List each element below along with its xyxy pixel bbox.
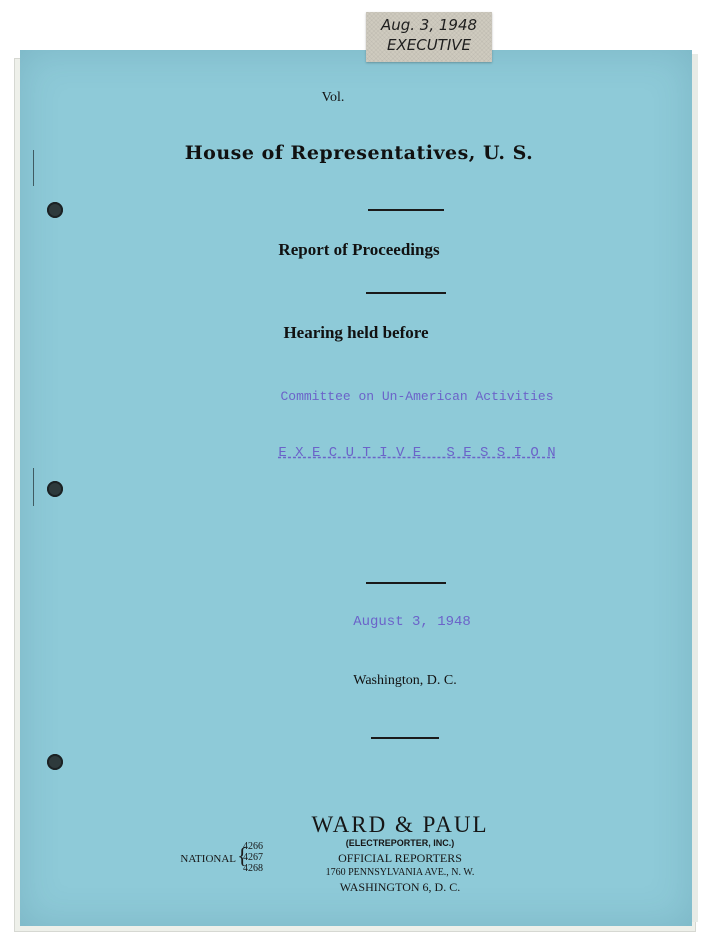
firm-address: 1760 PENNSYLVANIA AVE., N. W. — [325, 867, 475, 878]
report-cover — [20, 50, 692, 926]
phone-brace: { — [237, 843, 248, 868]
hearing-label: Hearing held before — [283, 323, 429, 342]
tab-session: EXECUTIVE — [386, 36, 471, 54]
hearing-place: Washington, D. C. — [353, 673, 457, 688]
firm-name: WARD & PAUL — [311, 812, 489, 837]
phone-number: 4267 — [243, 852, 263, 863]
session-type: E X E C U T I V E S E S S I O N — [278, 445, 556, 461]
institution-heading: House of Representatives, U. S. — [184, 142, 534, 164]
firm-subtitle: (ELECTREPORTER, INC.) — [345, 838, 455, 848]
punch-hole — [47, 481, 63, 497]
firm-city: WASHINGTON 6, D. C. — [339, 880, 461, 894]
tab-date: Aug. 3, 1948 — [380, 16, 478, 34]
divider-rule — [366, 582, 446, 584]
divider-rule — [366, 292, 446, 294]
divider-rule — [371, 737, 439, 739]
punch-hole — [47, 754, 63, 770]
phone-number: 4268 — [243, 863, 263, 874]
phone-number: 4266 — [243, 841, 263, 852]
divider-rule — [368, 209, 444, 211]
binding-crease — [33, 468, 34, 506]
report-title: Report of Proceedings — [278, 240, 440, 259]
firm-role: OFFICIAL REPORTERS — [338, 851, 462, 865]
punch-hole — [47, 202, 63, 218]
vol-label: Vol. — [321, 90, 345, 105]
phone-label: NATIONAL — [180, 853, 236, 865]
label-tab — [366, 12, 492, 62]
committee-name: Committee on Un-American Activities — [280, 389, 554, 404]
hearing-date: August 3, 1948 — [353, 614, 471, 630]
